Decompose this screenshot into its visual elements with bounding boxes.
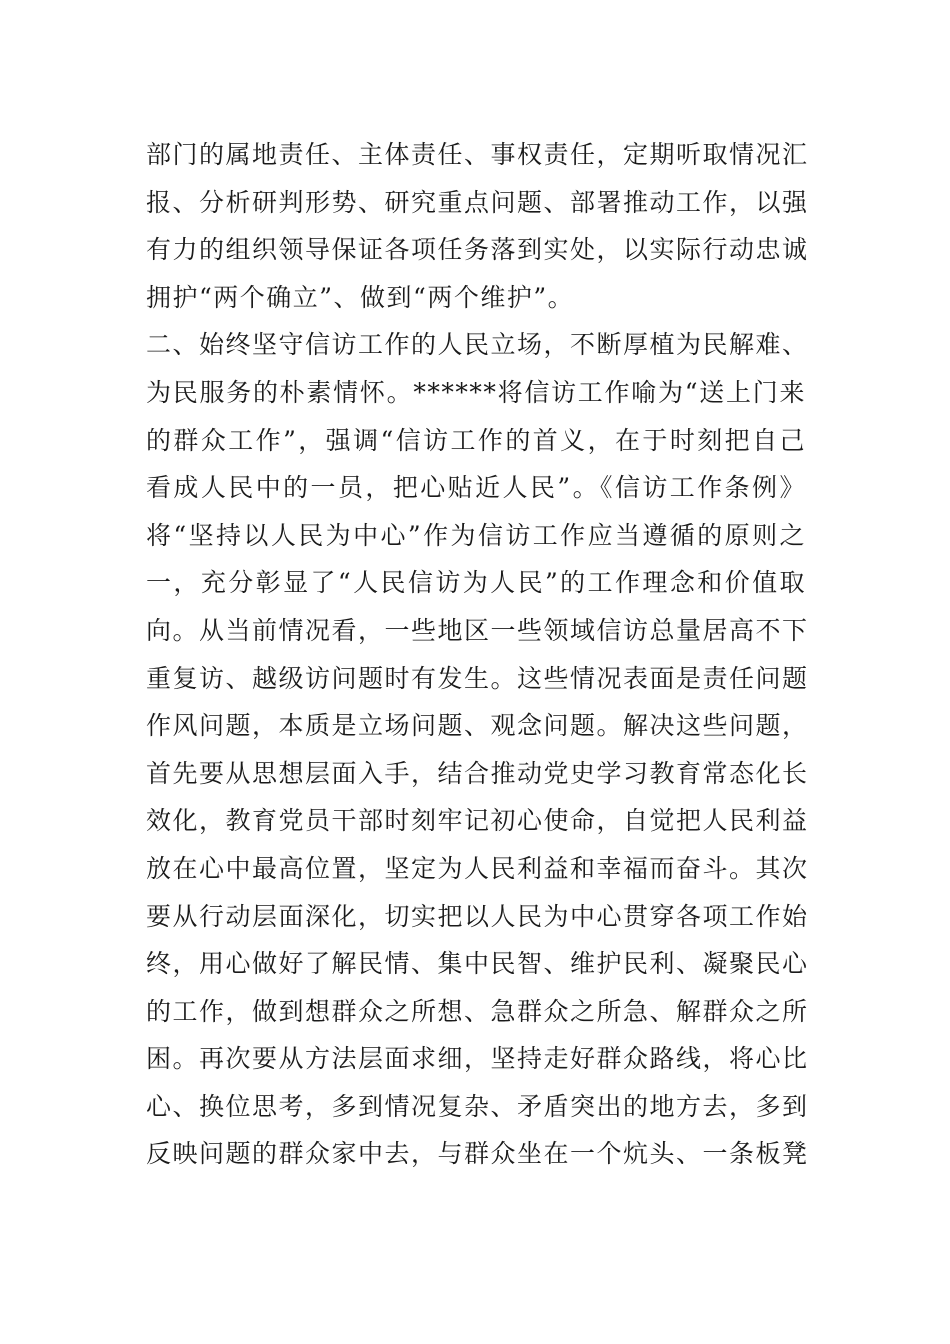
text-line: 报、分析研判形势、研究重点问题、部署推动工作，以强 xyxy=(146,187,809,217)
text-line: 终，用心做好了解民情、集中民智、维护民利、凝聚民心 xyxy=(146,949,809,979)
text-line: 要从行动层面深化，切实把以人民为中心贯穿各项工作始 xyxy=(146,901,809,931)
text-line: 放在心中最高位置，坚定为人民利益和幸福而奋斗。其次 xyxy=(146,853,809,883)
section-heading-line: 二、始终坚守信访工作的人民立场，不断厚植为民解难、 xyxy=(146,330,809,360)
text-line: 看成人民中的一员，把心贴近人民”。《信访工作条例》 xyxy=(146,473,806,503)
text-line: 心、换位思考，多到情况复杂、矛盾突出的地方去，多到 xyxy=(146,1091,809,1121)
text-line: 的工作，做到想群众之所想、急群众之所急、解群众之所 xyxy=(146,996,809,1026)
text-line: 作风问题，本质是立场问题、观念问题。解决这些问题， xyxy=(146,711,809,741)
text-line: 部门的属地责任、主体责任、事权责任，定期听取情况汇 xyxy=(146,140,809,169)
text-line: 向。从当前情况看，一些地区一些领域信访总量居高不下 xyxy=(146,615,809,645)
text-line: 拥护“两个确立”、做到“两个维护”。 xyxy=(146,282,575,312)
body-text xyxy=(146,131,809,1178)
text-line: 困。再次要从方法层面求细，坚持走好群众路线，将心比 xyxy=(146,1044,809,1074)
text-line: 有力的组织领导保证各项任务落到实处，以实际行动忠诚 xyxy=(146,235,809,265)
text-line: 一，充分彰显了“人民信访为人民”的工作理念和价值取 xyxy=(146,568,806,598)
text-line: 将“坚持以人民为中心”作为信访工作应当遵循的原则之 xyxy=(146,520,806,550)
text-line: 效化，教育党员干部时刻牢记初心使命，自觉把人民利益 xyxy=(146,806,809,836)
text-line: 为民服务的朴素情怀。******将信访工作喻为“送上门来 xyxy=(146,377,806,407)
text-line: 反映问题的群众家中去，与群众坐在一个炕头、一条板凳 xyxy=(146,1139,809,1169)
text-line: 重复访、越级访问题时有发生。这些情况表面是责任问题 xyxy=(146,663,809,693)
text-line: 的群众工作”，强调“信访工作的首义，在于时刻把自己 xyxy=(146,425,806,455)
text-line: 首先要从思想层面入手，结合推动党史学习教育常态化长 xyxy=(146,758,809,788)
